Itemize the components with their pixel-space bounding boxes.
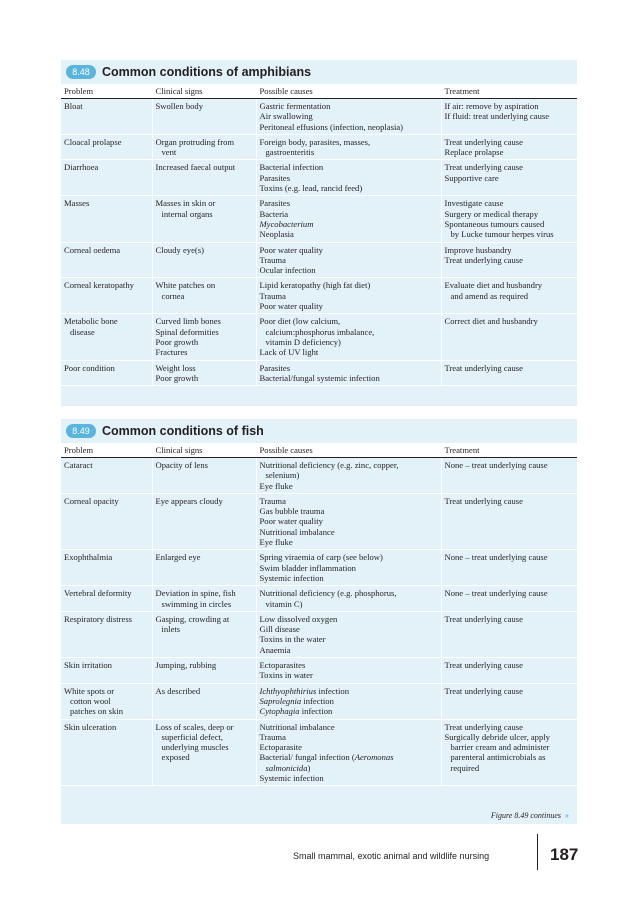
cause-text: Parasites	[259, 172, 291, 183]
signs-text: Weight loss	[155, 362, 196, 373]
problem-text: Exophthalmia	[64, 552, 113, 563]
treatment-text: Supportive care	[444, 172, 499, 183]
signs-text: underlying muscles	[161, 742, 229, 753]
signs-text: Cloudy eye(s)	[155, 244, 204, 255]
table-row	[61, 314, 577, 360]
cause-text: Mycobacterium	[259, 218, 314, 229]
problem-text: Cataract	[64, 460, 93, 470]
table-amphibians	[61, 60, 577, 406]
signs-text: vent	[161, 147, 177, 158]
signs-text: Gasping, crowding at	[155, 613, 230, 624]
problem-text: White spots or	[64, 685, 115, 696]
cause-text: Nutritional imbalance	[259, 721, 335, 732]
signs-text: Organ protruding from	[155, 136, 235, 147]
cause-text: calcium:phosphorus imbalance,	[265, 326, 375, 337]
table-row	[61, 360, 577, 386]
treatment-text: None – treat underlying cause	[444, 588, 548, 599]
treatment-text: Spontaneous tumours caused	[444, 218, 545, 229]
treatment-text: Surgery or medical therapy	[444, 208, 539, 219]
table-caption	[61, 419, 577, 443]
cause-text: Neoplasia	[259, 229, 294, 240]
signs-text: Curved limb bones	[155, 316, 221, 327]
problem-text: Cloacal prolapse	[64, 136, 122, 147]
cause-text: Cytophagia infection	[259, 706, 333, 717]
running-footer: Small mammal, exotic animal and wildlife nursing	[293, 851, 490, 861]
treatment-text: and amend as required	[450, 290, 529, 301]
cause-text: Toxins in water	[259, 670, 313, 681]
treatment-text: Improve husbandry	[444, 244, 512, 255]
treatment-text: Investigate cause	[444, 198, 504, 209]
signs-text: superficial defect,	[161, 731, 224, 742]
table-row	[61, 586, 577, 612]
problem-text: Masses	[64, 198, 90, 209]
cause-text: Foreign body, parasites, masses,	[259, 136, 371, 147]
header-problem: Problem	[61, 443, 152, 458]
signs-text: As described	[155, 685, 201, 696]
cause-text: Gas bubble trauma	[259, 506, 325, 517]
cause-text: Toxins in the water	[259, 634, 326, 645]
cause-text: Nutritional imbalance	[259, 526, 335, 537]
treatment-text: If air: remove by aspiration	[444, 101, 539, 111]
table-number-badge: 8.49	[66, 424, 96, 438]
table-row	[61, 196, 577, 242]
table-header-row	[61, 84, 577, 99]
treatment-text: Treat underlying cause	[444, 685, 523, 696]
continue-arrow-icon: »	[565, 811, 569, 820]
header-treatment: Treatment	[441, 84, 577, 99]
problem-text: patches on skin	[70, 706, 123, 717]
problem-text: Metabolic bone	[64, 316, 118, 327]
treatment-text: Treat underlying cause	[444, 721, 523, 732]
table-row	[61, 658, 577, 684]
cause-text: Lipid keratopathy (high fat diet)	[259, 280, 371, 291]
table-row	[61, 719, 577, 786]
treatment-text: barrier cream and administer	[450, 742, 550, 753]
cause-text: Nutritional deficiency (e.g. phosphorus,	[259, 588, 397, 599]
problem-text: Vertebral deformity	[64, 588, 132, 599]
table-row	[61, 160, 577, 196]
table-row	[61, 550, 577, 586]
cause-text: Poor water quality	[259, 301, 323, 312]
cause-text: Swim bladder inflammation	[259, 562, 356, 573]
footer-divider	[537, 834, 538, 870]
header-clinical-signs: Clinical signs	[152, 84, 256, 99]
header-problem: Problem	[61, 84, 152, 99]
cause-text: gastroenteritis	[265, 147, 315, 158]
problem-text: Corneal oedema	[64, 244, 121, 255]
signs-text: Swollen body	[155, 101, 204, 111]
signs-text: Poor growth	[155, 336, 199, 347]
cause-text: Poor diet (low calcium,	[259, 316, 341, 327]
problem-text: cotton wool	[70, 695, 111, 706]
signs-text: swimming in circles	[161, 598, 232, 609]
signs-text: Fractures	[155, 347, 188, 358]
treatment-text: None – treat underlying cause	[444, 460, 548, 470]
signs-text: exposed	[161, 752, 190, 763]
treatment-text: Correct diet and husbandry	[444, 316, 538, 327]
treatment-text: Evaluate diet and husbandry	[444, 280, 543, 291]
signs-text: Increased faecal output	[155, 162, 236, 173]
signs-text: Eye appears cloudy	[155, 495, 223, 506]
cause-text: Saprolegnia infection	[259, 695, 334, 706]
table-header-row	[61, 443, 577, 458]
table-row	[61, 278, 577, 314]
continues-text: Figure 8.49 continues	[490, 811, 561, 820]
table-row	[61, 134, 577, 160]
table-row	[61, 99, 577, 135]
table-fish	[61, 419, 577, 824]
cause-text: Systemic infection	[259, 773, 324, 784]
treatment-text: required	[450, 762, 480, 773]
cause-text: Gill disease	[259, 624, 300, 635]
treatment-text: Treat underlying cause	[444, 136, 523, 147]
signs-text: inlets	[161, 624, 181, 635]
cause-text: Eye fluke	[259, 480, 293, 491]
cause-text: Parasites	[259, 198, 291, 209]
problem-text: disease	[70, 326, 95, 337]
cause-text: Systemic infection	[259, 572, 324, 583]
cause-text: vitamin D deficiency)	[265, 336, 341, 347]
cause-text: Ichthyophthirius infection	[259, 685, 350, 696]
signs-text: Deviation in spine, fish	[155, 588, 236, 599]
cause-text: Low dissolved oxygen	[259, 613, 338, 624]
header-treatment: Treatment	[441, 443, 577, 458]
cause-text: salmonicida)	[265, 762, 311, 773]
header-possible-causes: Possible causes	[256, 443, 441, 458]
cause-text: Trauma	[259, 254, 286, 265]
cause-text: Ectoparasite	[259, 742, 302, 753]
cause-text: Toxins (e.g. lead, rancid feed)	[259, 183, 363, 194]
problem-text: Corneal opacity	[64, 495, 119, 506]
cause-text: Bacterial/ fungal infection (Aeromonas	[259, 752, 394, 763]
cause-text: Poor water quality	[259, 244, 323, 255]
treatment-text: by Lucke tumour herpes virus	[450, 229, 554, 240]
cause-text: vitamin C)	[265, 598, 303, 609]
cause-text: Gastric fermentation	[259, 101, 331, 111]
cause-text: Air swallowing	[259, 111, 313, 122]
table-caption	[61, 60, 577, 84]
table-number-badge: 8.48	[66, 65, 96, 79]
cause-text: Poor water quality	[259, 516, 323, 527]
header-possible-causes: Possible causes	[256, 84, 441, 99]
cause-text: Lack of UV light	[259, 347, 319, 358]
cause-text: Nutritional deficiency (e.g. zinc, copper,	[259, 460, 399, 470]
header-clinical-signs: Clinical signs	[152, 443, 256, 458]
table-row	[61, 683, 577, 719]
problem-text: Diarrhoea	[64, 162, 99, 173]
signs-text: cornea	[161, 290, 185, 301]
problem-text: Skin irritation	[64, 660, 112, 671]
signs-text: internal organs	[161, 208, 213, 219]
treatment-text: If fluid: treat underlying cause	[444, 111, 550, 122]
treatment-text: Treat underlying cause	[444, 613, 523, 624]
problem-text: Respiratory distress	[64, 613, 133, 624]
cause-text: Anaemia	[259, 644, 291, 655]
cause-text: Bacterial infection	[259, 162, 324, 173]
signs-text: White patches on	[155, 280, 216, 291]
treatment-text: Treat underlying cause	[444, 162, 523, 173]
signs-text: Loss of scales, deep or	[155, 721, 234, 732]
treatment-text: Treat underlying cause	[444, 660, 523, 671]
treatment-text: Treat underlying cause	[444, 254, 523, 265]
problem-text: Bloat	[64, 101, 83, 111]
treatment-text: Treat underlying cause	[444, 495, 523, 506]
signs-text: Masses in skin or	[155, 198, 216, 209]
treatment-text: Surgically debride ulcer, apply	[444, 731, 550, 742]
signs-text: Opacity of lens	[155, 460, 209, 470]
cause-text: Bacteria	[259, 208, 289, 219]
cause-text: Spring viraemia of carp (see below)	[259, 552, 383, 563]
cause-text: Ectoparasites	[259, 660, 306, 671]
table-row	[61, 493, 577, 549]
signs-text: Jumping, rubbing	[155, 660, 217, 671]
figure-continues-note	[491, 811, 569, 820]
table-row	[61, 611, 577, 657]
problem-text: Poor condition	[64, 362, 115, 373]
cause-text: Bacterial/fungal systemic infection	[259, 372, 380, 383]
cause-text: Eye fluke	[259, 537, 293, 548]
fish-table	[61, 443, 577, 786]
signs-text: Spinal deformities	[155, 326, 219, 337]
table-row	[61, 458, 577, 494]
signs-text: Enlarged eye	[155, 552, 201, 563]
cause-text: Trauma	[259, 290, 286, 301]
treatment-text: None – treat underlying cause	[444, 552, 548, 563]
cause-text: Parasites	[259, 362, 291, 373]
signs-text: Poor growth	[155, 372, 199, 383]
cause-text: Peritoneal effusions (infection, neoplasia)	[259, 121, 404, 132]
cause-text: Trauma	[259, 731, 286, 742]
treatment-text: parenteral antimicrobials as	[450, 752, 546, 763]
page-number: 187	[550, 845, 579, 864]
amphibians-table	[61, 84, 577, 386]
table-row	[61, 242, 577, 278]
treatment-text: Treat underlying cause	[444, 362, 523, 373]
treatment-text: Replace prolapse	[444, 147, 504, 158]
table-title: Common conditions of amphibians	[102, 65, 312, 79]
cause-text: selenium)	[265, 470, 300, 481]
problem-text: Skin ulceration	[64, 721, 117, 732]
table-title: Common conditions of fish	[102, 424, 264, 438]
problem-text: Corneal keratopathy	[64, 280, 134, 291]
cause-text: Ocular infection	[259, 265, 316, 276]
cause-text: Trauma	[259, 495, 286, 506]
